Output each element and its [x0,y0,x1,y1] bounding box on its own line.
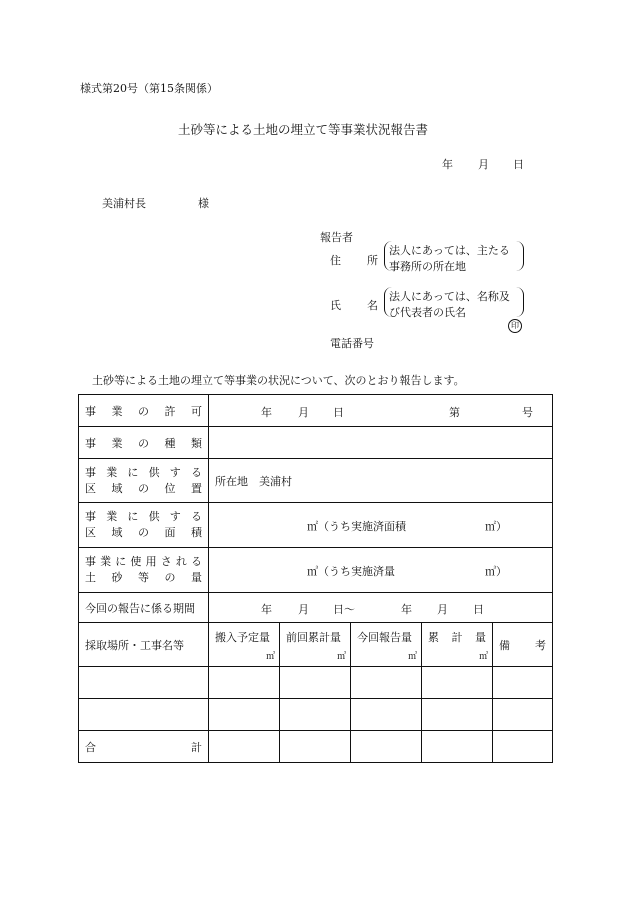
header-total: 累 計 量 ㎥ [422,623,493,667]
detail-cell[interactable] [79,699,209,731]
header-remarks: 備 考 [493,623,553,667]
date-day: 日 [513,158,524,171]
header-previous: 前回累計量 ㎥ [280,623,351,667]
date-month: 月 [478,158,489,171]
total-cell[interactable] [280,731,351,763]
detail-cell[interactable] [422,699,493,731]
addressee: 美浦村長 [102,197,146,210]
type-label: 事 業 の 種 類 [79,427,209,459]
detail-cell[interactable] [493,667,553,699]
address-note-line-2: 事務所の所在地 [389,260,466,273]
unit-label: ㎥ [407,652,417,662]
address-note-line-1: 法人にあっては、主たる [389,244,510,257]
report-table [78,394,553,763]
addressee-honorific: 様 [198,197,209,210]
area-label: 事 業 に 供 す る 区 域 の 面 積 [79,503,209,548]
volume-value[interactable]: ㎥（うち実施済量 ㎥） [209,548,553,593]
area-value[interactable]: ㎡（うち実施済面積 ㎡） [209,503,553,548]
permit-label: 事 業 の 許 可 [79,395,209,427]
unit-label: ㎥ [265,652,275,662]
date-year: 年 [442,158,453,171]
address-label-1: 住 [330,254,341,267]
total-label: 合 計 [79,731,209,763]
detail-row [79,699,553,731]
detail-cell[interactable] [280,699,351,731]
phone-label: 電話番号 [330,337,374,350]
total-cell[interactable] [209,731,280,763]
total-cell[interactable] [351,731,422,763]
name-label-2: 名 [367,299,378,312]
name-note-line-1: 法人にあっては、名称及 [389,290,510,303]
row-total [79,731,553,763]
reporter-label: 報告者 [320,231,353,244]
detail-row [79,667,553,699]
header-planned: 搬入予定量 ㎥ [209,623,280,667]
detail-cell[interactable] [209,699,280,731]
row-location [79,459,553,503]
header-site: 採取場所・工事名等 [79,623,209,667]
location-label: 事 業 に 供 す る 区 域 の 位 置 [79,459,209,503]
permit-value[interactable]: 年 月 日 第 号 [209,395,553,427]
form-number: 様式第20号（第15条関係） [80,82,218,95]
detail-cell[interactable] [351,699,422,731]
unit-label: ㎥ [478,652,488,662]
detail-cell[interactable] [280,667,351,699]
name-note-line-2: び代表者の氏名 [389,306,466,319]
row-period [79,593,553,623]
detail-cell[interactable] [209,667,280,699]
row-volume [79,548,553,593]
period-label: 今回の報告に係る期間 [79,593,209,623]
address-label-2: 所 [367,254,378,267]
volume-label: 事 業 に 使 用 さ れ る 土 砂 等 の 量 [79,548,209,593]
intro-text: 土砂等による土地の埋立て等事業の状況について、次のとおり報告します。 [92,374,465,387]
header-current: 今回報告量 ㎥ [351,623,422,667]
period-value[interactable]: 年 月 日～ 年 月 日 [209,593,553,623]
detail-cell[interactable] [422,667,493,699]
row-permit [79,395,553,427]
row-area [79,503,553,548]
detail-cell[interactable] [493,699,553,731]
total-cell[interactable] [422,731,493,763]
seal-icon: 印 [508,319,522,333]
detail-cell[interactable] [79,667,209,699]
document-title: 土砂等による土地の埋立て等事業状況報告書 [178,122,429,137]
row-type [79,427,553,459]
unit-label: ㎥ [336,652,346,662]
name-label-1: 氏 [330,299,341,312]
row-detail-header [79,623,553,667]
detail-cell[interactable] [351,667,422,699]
total-cell[interactable] [493,731,553,763]
type-value[interactable] [209,427,553,459]
location-value[interactable]: 所在地 美浦村 [209,459,553,503]
